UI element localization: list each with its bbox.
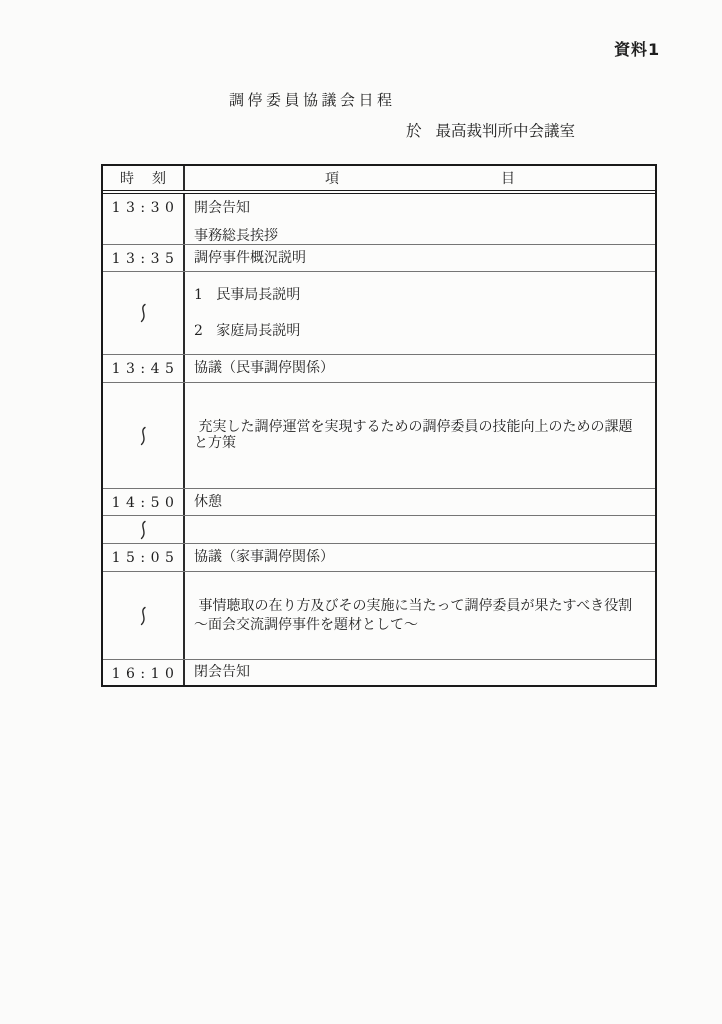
col-header-item xyxy=(185,166,655,190)
table-row xyxy=(103,194,655,244)
venue-line xyxy=(406,119,575,141)
item-line: と方策 xyxy=(194,434,236,451)
time-cell: 15:05 xyxy=(103,544,185,571)
table-row xyxy=(103,659,655,685)
venue-name: 最高裁判所中会議室 xyxy=(435,122,576,140)
table-row xyxy=(103,571,655,659)
wave-dash-icon xyxy=(137,520,149,540)
col-header-time xyxy=(103,166,185,190)
item-cell xyxy=(185,572,655,659)
item-cell xyxy=(185,383,655,488)
table-row xyxy=(103,382,655,488)
wave-dash-icon xyxy=(137,426,149,446)
item-cell xyxy=(185,489,655,515)
table-row xyxy=(103,244,655,271)
item-cell xyxy=(185,355,655,382)
item-cell xyxy=(185,245,655,271)
item-line: 事務総長挨拶 xyxy=(194,228,278,245)
time-cell: 13:45 xyxy=(103,355,185,382)
item-line: 休憩 xyxy=(194,493,222,510)
item-cell xyxy=(185,272,655,354)
time-cell: 16:10 xyxy=(103,660,185,685)
item-line: 〜面会交流調停事件を題材として〜 xyxy=(194,616,418,633)
item-line: 協議（家事調停関係） xyxy=(194,549,334,566)
item-line: 閉会告知 xyxy=(194,664,250,681)
venue-marker: 於 xyxy=(406,122,422,140)
time-cell: 14:50 xyxy=(103,489,185,515)
table-row xyxy=(103,488,655,515)
time-header-label: 時刻 xyxy=(120,171,166,187)
schedule-table xyxy=(101,164,657,687)
item-header-label: 項目 xyxy=(325,171,515,187)
item-cell xyxy=(185,660,655,685)
time-cell xyxy=(103,516,185,543)
item-line: 協議（民事調停関係） xyxy=(194,360,334,377)
time-cell xyxy=(103,572,185,659)
item-line: 1 民事局長説明 xyxy=(194,287,301,304)
doc-reference-label: 資料1 xyxy=(614,40,661,59)
item-line: 2 家庭局長説明 xyxy=(194,322,301,339)
time-cell xyxy=(103,383,185,488)
page-title: 調停委員協議会日程 xyxy=(229,91,396,109)
item-cell xyxy=(185,194,655,244)
table-row xyxy=(103,543,655,571)
table-row xyxy=(103,354,655,382)
item-line: 事情聴取の在り方及びその実施に当たって調停委員が果たすべき役割 xyxy=(194,598,633,615)
table-row xyxy=(103,515,655,543)
wave-dash-icon xyxy=(137,303,149,323)
time-cell xyxy=(103,272,185,354)
item-line: 開会告知 xyxy=(194,200,250,216)
table-row xyxy=(103,271,655,354)
item-cell xyxy=(185,544,655,571)
item-line: 充実した調停運営を実現するための調停委員の技能向上のための課題 xyxy=(194,418,633,435)
wave-dash-icon xyxy=(137,606,149,626)
table-header-row xyxy=(103,166,655,194)
time-cell: 13:35 xyxy=(103,245,185,271)
time-cell: 13:30 xyxy=(103,194,185,244)
item-line: 調停事件概況説明 xyxy=(194,249,306,266)
item-cell xyxy=(185,516,655,543)
